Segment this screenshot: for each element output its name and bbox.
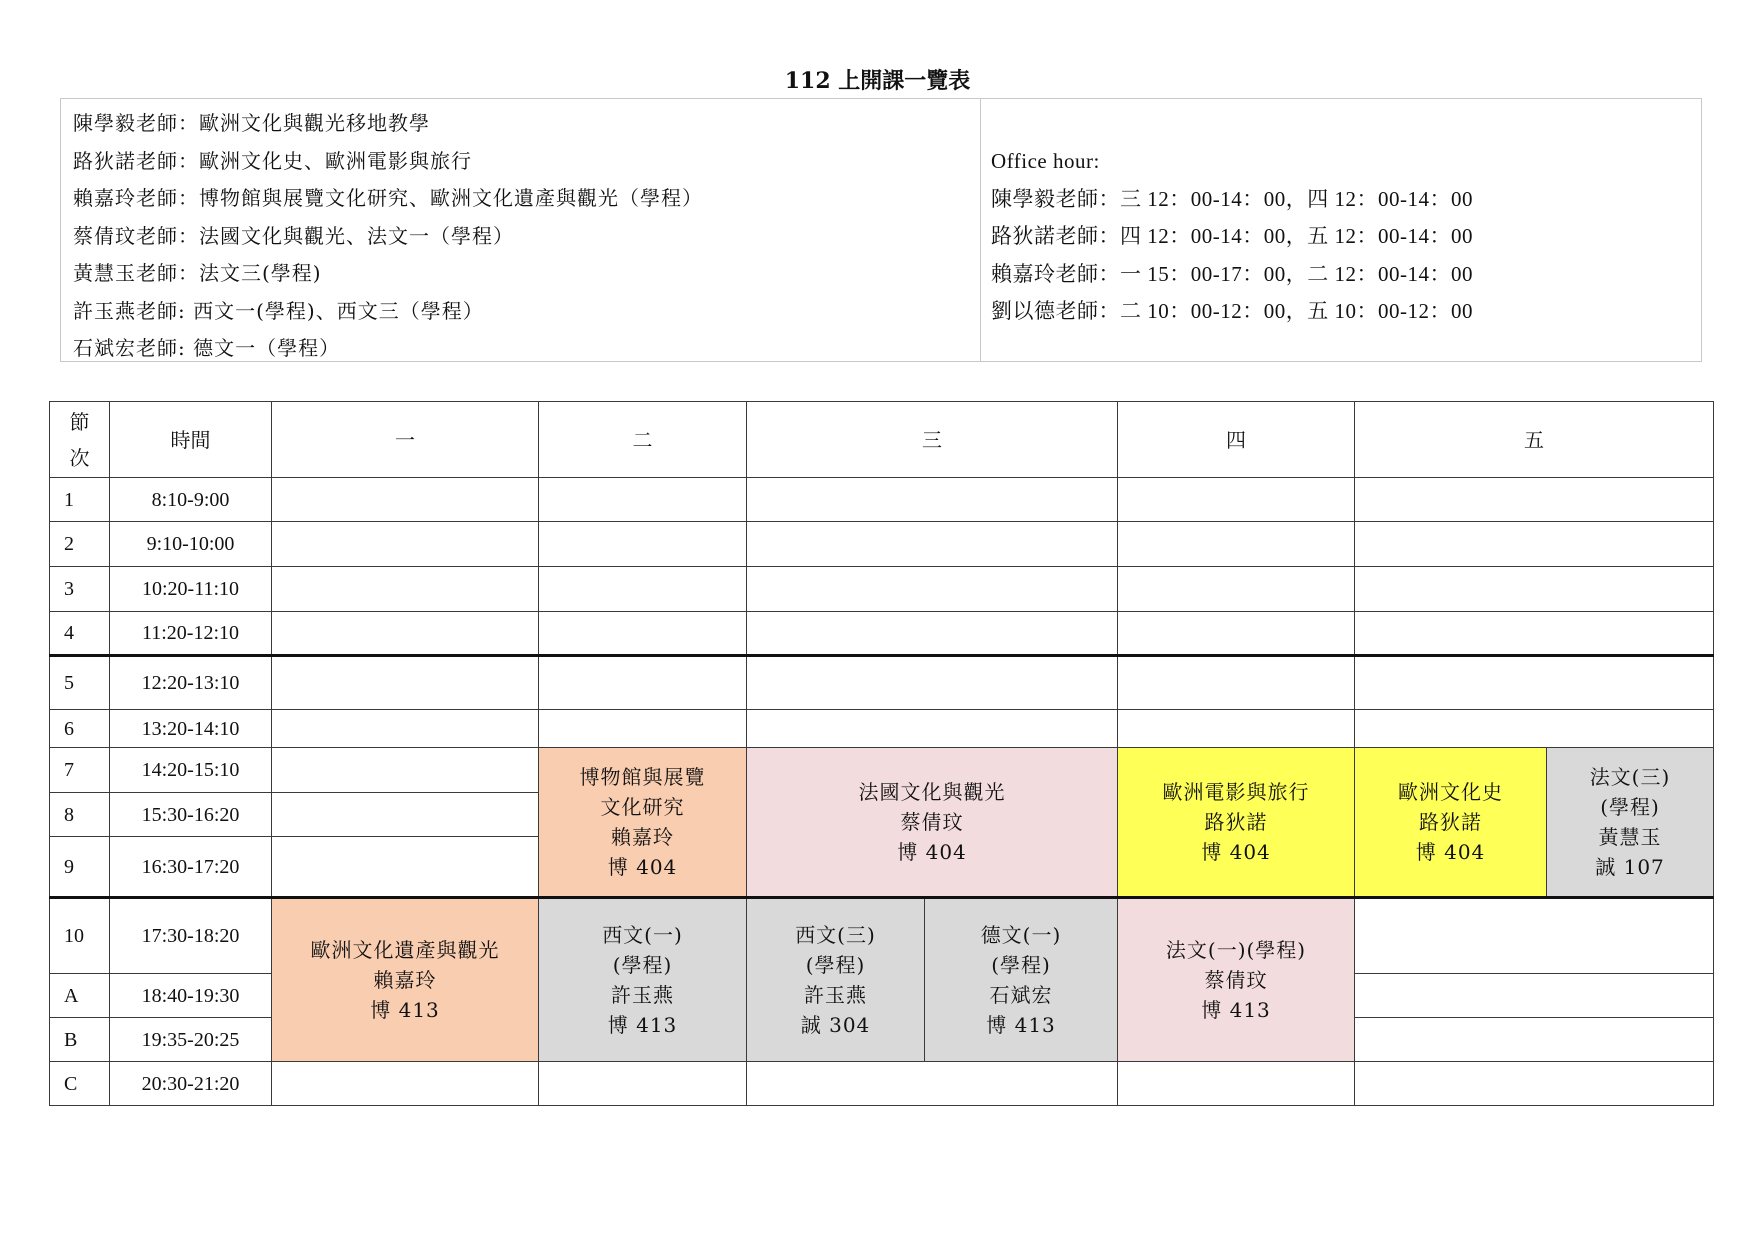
course-france-culture xyxy=(747,748,1118,898)
course-room: 博 404 xyxy=(897,840,967,864)
empty-cell xyxy=(1355,974,1714,1018)
empty-cell xyxy=(747,478,1118,522)
header-row xyxy=(50,402,1714,478)
course-name: 德文(一) xyxy=(980,923,1062,947)
course-room: 博 413 xyxy=(986,1013,1056,1037)
course-program: (學程) xyxy=(612,953,673,977)
empty-cell xyxy=(539,612,747,656)
empty-cell xyxy=(1355,1018,1714,1062)
empty-cell xyxy=(747,1062,1118,1106)
page-title: 112 上開課一覽表 xyxy=(784,68,971,94)
course-euro-history xyxy=(1355,748,1547,898)
header-day-tue: 二 xyxy=(539,402,747,478)
teacher-course-line: 石斌宏老師: 德文一（學程） xyxy=(73,336,341,360)
course-name: 法文(一)(學程) xyxy=(1165,938,1307,962)
course-room: 誠 107 xyxy=(1595,855,1665,879)
period-time: 18:40-19:30 xyxy=(110,974,272,1018)
empty-cell xyxy=(1118,567,1355,612)
table-row xyxy=(50,567,1714,612)
period-time: 20:30-21:20 xyxy=(110,1062,272,1106)
period-time: 8:10-9:00 xyxy=(110,478,272,522)
office-hour-label: Office hour: xyxy=(991,149,1100,173)
course-museum xyxy=(539,748,747,898)
course-room: 博 413 xyxy=(607,1013,678,1037)
teacher-course-line: 陳學毅老師：歐洲文化與觀光移地教學 xyxy=(73,111,430,135)
office-hour-line: 劉以德老師：二 10：00-12：00，五 10：00-12：00 xyxy=(991,299,1473,323)
course-room: 博 404 xyxy=(607,855,678,879)
table-row xyxy=(50,612,1714,656)
course-name: 歐洲文化遺產與觀光 xyxy=(310,938,500,962)
course-room: 博 413 xyxy=(1201,998,1271,1022)
course-room: 博 404 xyxy=(1201,840,1271,864)
empty-cell xyxy=(539,478,747,522)
period-time: 9:10-10:00 xyxy=(110,522,272,567)
schedule-table xyxy=(49,401,1714,1106)
empty-cell xyxy=(1355,522,1714,567)
empty-cell xyxy=(272,522,539,567)
empty-cell xyxy=(539,1062,747,1106)
empty-cell xyxy=(539,567,747,612)
period-time: 15:30-16:20 xyxy=(110,793,272,837)
empty-cell xyxy=(1118,656,1355,710)
empty-cell xyxy=(1355,1062,1714,1106)
period-time: 14:20-15:10 xyxy=(110,748,272,793)
teacher-course-line: 黃慧玉老師：法文三(學程) xyxy=(73,261,322,285)
teacher-course-line: 賴嘉玲老師：博物館與展覽文化研究、歐洲文化遺產與觀光（學程） xyxy=(73,186,703,210)
empty-cell xyxy=(1118,478,1355,522)
period-number: B xyxy=(50,1018,110,1062)
empty-cell xyxy=(539,656,747,710)
period-number: A xyxy=(50,974,110,1018)
period-number: 5 xyxy=(50,656,110,710)
course-teacher: 路狄諾 xyxy=(1204,810,1268,834)
empty-cell xyxy=(539,522,747,567)
course-teacher: 賴嘉玲 xyxy=(611,825,674,849)
course-teacher: 蔡倩玟 xyxy=(900,810,964,834)
header-period: 節次 xyxy=(50,402,110,478)
empty-cell xyxy=(747,656,1118,710)
course-teacher: 許玉燕 xyxy=(804,983,867,1007)
period-time: 17:30-18:20 xyxy=(110,898,272,974)
period-time: 13:20-14:10 xyxy=(110,710,272,748)
course-name: 歐洲電影與旅行 xyxy=(1162,780,1310,804)
empty-cell xyxy=(272,612,539,656)
teacher-course-line: 許玉燕老師: 西文一(學程)、西文三（學程） xyxy=(73,298,484,323)
course-teacher: 賴嘉玲 xyxy=(373,968,437,992)
period-time: 16:30-17:20 xyxy=(110,837,272,898)
empty-cell xyxy=(1118,1062,1355,1106)
period-number: C xyxy=(50,1062,110,1106)
empty-cell xyxy=(272,837,539,898)
course-spanish3 xyxy=(747,898,925,1062)
course-teacher: 路狄諾 xyxy=(1419,810,1482,834)
empty-cell xyxy=(1118,710,1355,748)
empty-cell xyxy=(1355,898,1714,974)
empty-cell xyxy=(1355,567,1714,612)
course-french3 xyxy=(1547,748,1714,898)
course-room: 博 413 xyxy=(370,998,440,1022)
header-day-fri: 五 xyxy=(1355,402,1714,478)
empty-cell xyxy=(747,612,1118,656)
course-teacher: 蔡倩玟 xyxy=(1204,968,1268,992)
table-row xyxy=(50,522,1714,567)
period-number: 9 xyxy=(50,837,110,898)
empty-cell xyxy=(272,656,539,710)
empty-cell xyxy=(1118,612,1355,656)
period-number: 4 xyxy=(50,612,110,656)
course-name: 西文(一) xyxy=(602,923,683,947)
empty-cell xyxy=(747,567,1118,612)
empty-cell xyxy=(272,748,539,793)
header-day-wed: 三 xyxy=(747,402,1118,478)
period-number: 2 xyxy=(50,522,110,567)
period-time: 10:20-11:10 xyxy=(110,567,272,612)
empty-cell xyxy=(1355,710,1714,748)
table-row xyxy=(50,656,1714,710)
teacher-info-box xyxy=(60,98,1702,362)
empty-cell xyxy=(747,710,1118,748)
table-row xyxy=(50,1062,1714,1106)
office-hour-line: 路狄諾老師：四 12：00-14：00，五 12：00-14：00 xyxy=(991,224,1473,248)
period-number: 7 xyxy=(50,748,110,793)
empty-cell xyxy=(272,793,539,837)
period-time: 11:20-12:10 xyxy=(110,612,272,656)
header-day-thu: 四 xyxy=(1118,402,1355,478)
course-name: 法國文化與觀光 xyxy=(858,780,1006,804)
course-teacher: 石斌宏 xyxy=(989,983,1053,1007)
period-number: 3 xyxy=(50,567,110,612)
teacher-course-line: 路狄諾老師：歐洲文化史、歐洲電影與旅行 xyxy=(73,148,472,173)
empty-cell xyxy=(272,710,539,748)
course-german1 xyxy=(925,898,1118,1062)
course-name: 歐洲文化史 xyxy=(1398,780,1503,804)
course-spanish1 xyxy=(539,898,747,1062)
period-number: 8 xyxy=(50,793,110,837)
course-french1 xyxy=(1118,898,1355,1062)
office-hour-line: 賴嘉玲老師：一 15：00-17：00，二 12：00-14：00 xyxy=(991,261,1473,286)
period-number: 6 xyxy=(50,710,110,748)
table-row xyxy=(50,748,1714,793)
course-program: (學程) xyxy=(805,953,866,977)
period-time: 19:35-20:25 xyxy=(110,1018,272,1062)
header-time: 時間 xyxy=(110,402,272,478)
empty-cell xyxy=(1355,656,1714,710)
course-program: (學程) xyxy=(991,953,1051,977)
course-name: 法文(三) xyxy=(1589,765,1671,789)
course-name: 博物館與展覽 xyxy=(579,765,706,789)
course-heritage xyxy=(272,898,539,1062)
empty-cell xyxy=(272,1062,539,1106)
course-room: 誠 304 xyxy=(800,1013,871,1037)
empty-cell xyxy=(272,478,539,522)
course-teacher: 許玉燕 xyxy=(611,983,674,1007)
empty-cell xyxy=(747,522,1118,567)
course-euro-film xyxy=(1118,748,1355,898)
table-row xyxy=(50,478,1714,522)
course-room: 博 404 xyxy=(1415,840,1486,864)
course-name: 文化研究 xyxy=(600,795,685,819)
table-row xyxy=(50,710,1714,748)
teacher-course-line: 蔡倩玟老師：法國文化與觀光、法文一（學程） xyxy=(73,223,514,248)
office-hour-line: 陳學毅老師：三 12：00-14：00，四 12：00-14：00 xyxy=(991,186,1473,211)
empty-cell xyxy=(1355,612,1714,656)
period-number: 1 xyxy=(50,478,110,522)
course-teacher: 黃慧玉 xyxy=(1598,825,1662,849)
period-time: 12:20-13:10 xyxy=(110,656,272,710)
period-number: 10 xyxy=(50,898,110,974)
empty-cell xyxy=(1118,522,1355,567)
course-name: 西文(三) xyxy=(795,923,876,947)
header-day-mon: 一 xyxy=(272,402,539,478)
empty-cell xyxy=(1355,478,1714,522)
table-row xyxy=(50,898,1714,974)
course-program: (學程) xyxy=(1600,795,1660,819)
office-hours xyxy=(981,99,1701,361)
empty-cell xyxy=(272,567,539,612)
teacher-courses-list xyxy=(61,99,981,361)
empty-cell xyxy=(539,710,747,748)
